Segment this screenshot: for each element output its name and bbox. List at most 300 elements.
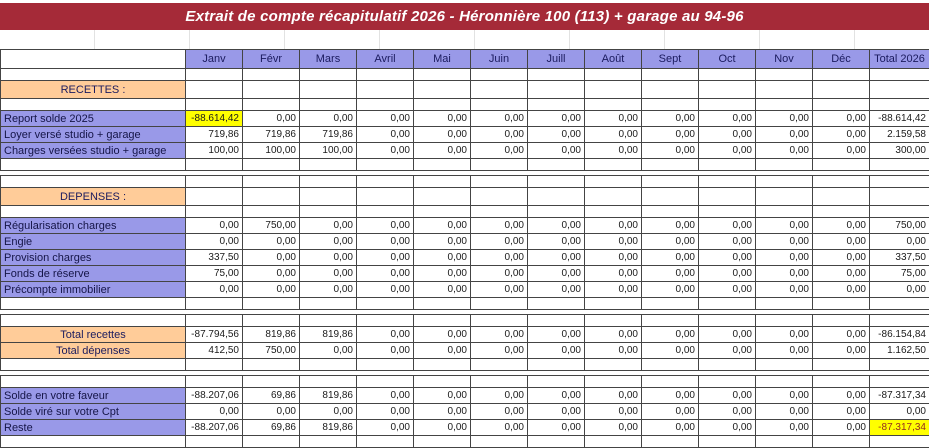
- cell-engie-avril: 0,00: [357, 234, 414, 250]
- empty-cell: [870, 81, 929, 99]
- empty-cell: [471, 99, 528, 111]
- empty-cell: [870, 315, 929, 327]
- empty-cell: [585, 176, 642, 188]
- cell-solde-vire-sur-votre-cpt-fevr: 0,00: [243, 404, 300, 420]
- empty-cell: [300, 315, 357, 327]
- empty-cell: [585, 315, 642, 327]
- cell-engie-mai: 0,00: [414, 234, 471, 250]
- cell-solde-vire-sur-votre-cpt-sept: 0,00: [642, 404, 699, 420]
- empty-cell: [870, 69, 929, 81]
- cell-charges-versees-studio-garage-mai: 0,00: [414, 143, 471, 159]
- row-label-fonds-de-reserve: Fonds de réserve: [1, 266, 186, 282]
- cell-charges-versees-studio-garage-oct: 0,00: [699, 143, 756, 159]
- cell-fonds-de-reserve-sept: 0,00: [642, 266, 699, 282]
- cell-precompte-immobilier-juin: 0,00: [471, 282, 528, 298]
- cell-provision-charges-dec: 0,00: [813, 250, 870, 266]
- page-title: Extrait de compte récapitulatif 2026 - Héronnière 100 (113) + garage au 94-96: [185, 8, 743, 25]
- empty-cell: [471, 81, 528, 99]
- cell-report-solde-2025-total-2026: -88.614,42: [870, 111, 929, 127]
- row-solde-en-votre-faveur: [1, 388, 929, 404]
- cell-provision-charges-fevr: 0,00: [243, 250, 300, 266]
- cell-fonds-de-reserve-dec: 0,00: [813, 266, 870, 282]
- cell-total-recettes-avril: 0,00: [357, 327, 414, 343]
- empty-cell: [699, 436, 756, 448]
- cell-loyer-verse-studio-garage-janv: 719,86: [186, 127, 243, 143]
- cell-solde-en-votre-faveur-fevr: 69,86: [243, 388, 300, 404]
- cell-solde-vire-sur-votre-cpt-avril: 0,00: [357, 404, 414, 420]
- cell-regularisation-charges-sept: 0,00: [642, 218, 699, 234]
- row-label-total-depenses: Total dépenses: [1, 343, 186, 359]
- cell-loyer-verse-studio-garage-sept: 0,00: [642, 127, 699, 143]
- cell-charges-versees-studio-garage-dec: 0,00: [813, 143, 870, 159]
- cell-loyer-verse-studio-garage-nov: 0,00: [756, 127, 813, 143]
- empty-cell: [414, 376, 471, 388]
- cell-total-depenses-sept: 0,00: [642, 343, 699, 359]
- empty-cell: [471, 298, 528, 310]
- empty-cell: [642, 206, 699, 218]
- empty-cell: [528, 81, 585, 99]
- cell-fonds-de-reserve-juill: 0,00: [528, 266, 585, 282]
- cell-charges-versees-studio-garage-fevr: 100,00: [243, 143, 300, 159]
- column-header-aout: Août: [585, 50, 642, 69]
- row-blank: [1, 315, 929, 327]
- cell-total-recettes-janv: -87.794,56: [186, 327, 243, 343]
- cell-provision-charges-sept: 0,00: [642, 250, 699, 266]
- cell-engie-dec: 0,00: [813, 234, 870, 250]
- column-header-row: [1, 50, 929, 69]
- empty-cell: [357, 159, 414, 171]
- row-loyer-verse-studio-garage: [1, 127, 929, 143]
- cell-provision-charges-avril: 0,00: [357, 250, 414, 266]
- empty-cell: [642, 176, 699, 188]
- empty-cell: [471, 69, 528, 81]
- empty-cell: [585, 188, 642, 206]
- empty-cell: [186, 188, 243, 206]
- cell-regularisation-charges-nov: 0,00: [756, 218, 813, 234]
- cell-loyer-verse-studio-garage-total-2026: 2.159,58: [870, 127, 929, 143]
- cell-precompte-immobilier-dec: 0,00: [813, 282, 870, 298]
- empty-cell: [243, 99, 300, 111]
- empty-label-cell: [1, 206, 186, 218]
- cell-solde-en-votre-faveur-juin: 0,00: [471, 388, 528, 404]
- cell-engie-aout: 0,00: [585, 234, 642, 250]
- empty-cell: [813, 315, 870, 327]
- cell-engie-janv: 0,00: [186, 234, 243, 250]
- cell-fonds-de-reserve-avril: 0,00: [357, 266, 414, 282]
- empty-cell: [585, 436, 642, 448]
- cell-provision-charges-juill: 0,00: [528, 250, 585, 266]
- empty-cell: [756, 188, 813, 206]
- cell-charges-versees-studio-garage-sept: 0,00: [642, 143, 699, 159]
- cell-total-recettes-total-2026: -86.154,84: [870, 327, 929, 343]
- cell-regularisation-charges-juin: 0,00: [471, 218, 528, 234]
- empty-cell: [471, 188, 528, 206]
- row-label-precompte-immobilier: Précompte immobilier: [1, 282, 186, 298]
- cell-fonds-de-reserve-mars: 0,00: [300, 266, 357, 282]
- empty-cell: [300, 436, 357, 448]
- cell-total-depenses-dec: 0,00: [813, 343, 870, 359]
- empty-cell: [756, 315, 813, 327]
- empty-cell: [699, 376, 756, 388]
- cell-total-recettes-dec: 0,00: [813, 327, 870, 343]
- empty-cell: [243, 188, 300, 206]
- row-solde-vire-sur-votre-cpt: [1, 404, 929, 420]
- empty-cell: [870, 188, 929, 206]
- cell-total-depenses-juin: 0,00: [471, 343, 528, 359]
- cell-total-depenses-mars: 0,00: [300, 343, 357, 359]
- cell-provision-charges-juin: 0,00: [471, 250, 528, 266]
- empty-cell: [813, 188, 870, 206]
- empty-cell: [870, 206, 929, 218]
- cell-solde-vire-sur-votre-cpt-oct: 0,00: [699, 404, 756, 420]
- cell-loyer-verse-studio-garage-mars: 719,86: [300, 127, 357, 143]
- empty-cell: [870, 159, 929, 171]
- empty-cell: [414, 176, 471, 188]
- empty-cell: [585, 376, 642, 388]
- cell-provision-charges-mai: 0,00: [414, 250, 471, 266]
- cell-solde-vire-sur-votre-cpt-nov: 0,00: [756, 404, 813, 420]
- row-blank: [1, 436, 929, 448]
- cell-precompte-immobilier-total-2026: 0,00: [870, 282, 929, 298]
- empty-cell: [528, 315, 585, 327]
- empty-cell: [642, 99, 699, 111]
- empty-cell: [813, 81, 870, 99]
- cell-loyer-verse-studio-garage-mai: 0,00: [414, 127, 471, 143]
- cell-report-solde-2025-juin: 0,00: [471, 111, 528, 127]
- cell-provision-charges-nov: 0,00: [756, 250, 813, 266]
- row-label-report-solde-2025: Report solde 2025: [1, 111, 186, 127]
- cell-solde-vire-sur-votre-cpt-dec: 0,00: [813, 404, 870, 420]
- cell-provision-charges-mars: 0,00: [300, 250, 357, 266]
- empty-cell: [414, 188, 471, 206]
- empty-cell: [870, 376, 929, 388]
- empty-cell: [642, 315, 699, 327]
- empty-cell: [357, 69, 414, 81]
- empty-cell: [585, 298, 642, 310]
- empty-cell: [243, 206, 300, 218]
- empty-cell: [756, 176, 813, 188]
- cell-reste-mars: 819,86: [300, 420, 357, 436]
- cell-solde-en-votre-faveur-juill: 0,00: [528, 388, 585, 404]
- cell-solde-vire-sur-votre-cpt-juin: 0,00: [471, 404, 528, 420]
- empty-cell: [243, 436, 300, 448]
- cell-precompte-immobilier-fevr: 0,00: [243, 282, 300, 298]
- empty-cell: [813, 376, 870, 388]
- empty-cell: [699, 159, 756, 171]
- cell-reste-total-2026: -87.317,34: [870, 420, 929, 436]
- row-precompte-immobilier: [1, 282, 929, 298]
- cell-report-solde-2025-janv: -88.614,42: [186, 111, 243, 127]
- empty-cell: [243, 69, 300, 81]
- empty-cell: [870, 176, 929, 188]
- cell-charges-versees-studio-garage-mars: 100,00: [300, 143, 357, 159]
- empty-cell: [243, 376, 300, 388]
- row-report-solde-2025: [1, 111, 929, 127]
- cell-charges-versees-studio-garage-juin: 0,00: [471, 143, 528, 159]
- empty-cell: [528, 206, 585, 218]
- empty-cell: [870, 99, 929, 111]
- cell-solde-en-votre-faveur-mai: 0,00: [414, 388, 471, 404]
- column-header-mai: Mai: [414, 50, 471, 69]
- cell-solde-en-votre-faveur-janv: -88.207,06: [186, 388, 243, 404]
- row-blank: [1, 359, 929, 371]
- cell-fonds-de-reserve-mai: 0,00: [414, 266, 471, 282]
- cell-fonds-de-reserve-total-2026: 75,00: [870, 266, 929, 282]
- top-gap: [0, 30, 929, 49]
- cell-precompte-immobilier-juill: 0,00: [528, 282, 585, 298]
- cell-solde-vire-sur-votre-cpt-total-2026: 0,00: [870, 404, 929, 420]
- cell-report-solde-2025-juill: 0,00: [528, 111, 585, 127]
- cell-solde-en-votre-faveur-dec: 0,00: [813, 388, 870, 404]
- cell-total-depenses-mai: 0,00: [414, 343, 471, 359]
- empty-cell: [756, 298, 813, 310]
- cell-report-solde-2025-mai: 0,00: [414, 111, 471, 127]
- empty-cell: [642, 159, 699, 171]
- empty-cell: [813, 206, 870, 218]
- cell-charges-versees-studio-garage-juill: 0,00: [528, 143, 585, 159]
- row-label-reste: Reste: [1, 420, 186, 436]
- empty-cell: [414, 359, 471, 371]
- empty-label-cell: [1, 376, 186, 388]
- empty-cell: [585, 206, 642, 218]
- cell-loyer-verse-studio-garage-avril: 0,00: [357, 127, 414, 143]
- cell-total-recettes-juin: 0,00: [471, 327, 528, 343]
- empty-cell: [357, 81, 414, 99]
- empty-cell: [756, 159, 813, 171]
- cell-loyer-verse-studio-garage-oct: 0,00: [699, 127, 756, 143]
- empty-label-cell: [1, 436, 186, 448]
- cell-total-recettes-oct: 0,00: [699, 327, 756, 343]
- column-header-oct: Oct: [699, 50, 756, 69]
- empty-cell: [528, 436, 585, 448]
- empty-cell: [756, 359, 813, 371]
- column-header-fevr: Févr: [243, 50, 300, 69]
- cell-engie-juill: 0,00: [528, 234, 585, 250]
- empty-cell: [870, 436, 929, 448]
- cell-reste-nov: 0,00: [756, 420, 813, 436]
- cell-total-depenses-total-2026: 1.162,50: [870, 343, 929, 359]
- row-fonds-de-reserve: [1, 266, 929, 282]
- empty-cell: [300, 376, 357, 388]
- empty-cell: [243, 298, 300, 310]
- cell-total-recettes-fevr: 819,86: [243, 327, 300, 343]
- empty-cell: [300, 99, 357, 111]
- row-reste: [1, 420, 929, 436]
- cell-total-recettes-sept: 0,00: [642, 327, 699, 343]
- empty-cell: [870, 359, 929, 371]
- empty-cell: [186, 436, 243, 448]
- cell-report-solde-2025-aout: 0,00: [585, 111, 642, 127]
- cell-precompte-immobilier-oct: 0,00: [699, 282, 756, 298]
- cell-precompte-immobilier-aout: 0,00: [585, 282, 642, 298]
- cell-regularisation-charges-mars: 0,00: [300, 218, 357, 234]
- row-blank: [1, 376, 929, 388]
- cell-fonds-de-reserve-nov: 0,00: [756, 266, 813, 282]
- empty-cell: [699, 206, 756, 218]
- cell-total-recettes-mai: 0,00: [414, 327, 471, 343]
- empty-cell: [585, 359, 642, 371]
- cell-fonds-de-reserve-oct: 0,00: [699, 266, 756, 282]
- empty-cell: [186, 206, 243, 218]
- empty-cell: [300, 81, 357, 99]
- row-blank: [1, 69, 929, 81]
- empty-cell: [528, 159, 585, 171]
- cell-loyer-verse-studio-garage-dec: 0,00: [813, 127, 870, 143]
- cell-report-solde-2025-dec: 0,00: [813, 111, 870, 127]
- empty-cell: [471, 376, 528, 388]
- row-engie: [1, 234, 929, 250]
- empty-cell: [699, 359, 756, 371]
- empty-cell: [357, 359, 414, 371]
- cell-regularisation-charges-dec: 0,00: [813, 218, 870, 234]
- cell-fonds-de-reserve-janv: 75,00: [186, 266, 243, 282]
- cell-regularisation-charges-juill: 0,00: [528, 218, 585, 234]
- row-label-provision-charges: Provision charges: [1, 250, 186, 266]
- empty-cell: [243, 176, 300, 188]
- cell-precompte-immobilier-nov: 0,00: [756, 282, 813, 298]
- cell-reste-oct: 0,00: [699, 420, 756, 436]
- column-header-juin: Juin: [471, 50, 528, 69]
- empty-cell: [300, 69, 357, 81]
- empty-cell: [414, 436, 471, 448]
- empty-cell: [414, 99, 471, 111]
- row-label-solde-vire-sur-votre-cpt: Solde viré sur votre Cpt: [1, 404, 186, 420]
- header-corner-cell: [1, 50, 186, 69]
- empty-cell: [186, 99, 243, 111]
- empty-cell: [756, 69, 813, 81]
- cell-report-solde-2025-fevr: 0,00: [243, 111, 300, 127]
- empty-cell: [414, 206, 471, 218]
- empty-cell: [357, 176, 414, 188]
- empty-cell: [585, 69, 642, 81]
- cell-charges-versees-studio-garage-aout: 0,00: [585, 143, 642, 159]
- empty-cell: [528, 188, 585, 206]
- row-label-regularisation-charges: Régularisation charges: [1, 218, 186, 234]
- empty-cell: [756, 206, 813, 218]
- empty-cell: [471, 359, 528, 371]
- empty-cell: [528, 69, 585, 81]
- empty-cell: [813, 99, 870, 111]
- empty-label-cell: [1, 359, 186, 371]
- empty-cell: [471, 436, 528, 448]
- empty-cell: [699, 81, 756, 99]
- section-label-depenses: DEPENSES :: [1, 188, 186, 206]
- empty-cell: [813, 359, 870, 371]
- cell-solde-vire-sur-votre-cpt-juill: 0,00: [528, 404, 585, 420]
- cell-fonds-de-reserve-fevr: 0,00: [243, 266, 300, 282]
- empty-cell: [756, 436, 813, 448]
- cell-engie-sept: 0,00: [642, 234, 699, 250]
- empty-cell: [642, 376, 699, 388]
- cell-provision-charges-oct: 0,00: [699, 250, 756, 266]
- empty-cell: [471, 159, 528, 171]
- empty-cell: [243, 159, 300, 171]
- empty-label-cell: [1, 99, 186, 111]
- empty-cell: [357, 376, 414, 388]
- empty-cell: [585, 99, 642, 111]
- cell-regularisation-charges-avril: 0,00: [357, 218, 414, 234]
- empty-cell: [186, 81, 243, 99]
- row-blank: [1, 99, 929, 111]
- cell-charges-versees-studio-garage-nov: 0,00: [756, 143, 813, 159]
- row-provision-charges: [1, 250, 929, 266]
- empty-cell: [699, 69, 756, 81]
- cell-precompte-immobilier-avril: 0,00: [357, 282, 414, 298]
- cell-report-solde-2025-nov: 0,00: [756, 111, 813, 127]
- cell-solde-en-votre-faveur-avril: 0,00: [357, 388, 414, 404]
- column-header-juill: Juill: [528, 50, 585, 69]
- empty-cell: [357, 188, 414, 206]
- empty-cell: [699, 176, 756, 188]
- empty-cell: [414, 69, 471, 81]
- empty-cell: [357, 298, 414, 310]
- cell-reste-aout: 0,00: [585, 420, 642, 436]
- cell-provision-charges-total-2026: 337,50: [870, 250, 929, 266]
- empty-cell: [642, 188, 699, 206]
- empty-cell: [243, 359, 300, 371]
- cell-total-recettes-mars: 819,86: [300, 327, 357, 343]
- cell-total-depenses-aout: 0,00: [585, 343, 642, 359]
- account-table: [0, 49, 929, 448]
- cell-report-solde-2025-sept: 0,00: [642, 111, 699, 127]
- empty-cell: [471, 315, 528, 327]
- empty-cell: [756, 376, 813, 388]
- empty-cell: [699, 315, 756, 327]
- empty-cell: [528, 359, 585, 371]
- row-label-charges-versees-studio-garage: Charges versées studio + garage: [1, 143, 186, 159]
- empty-label-cell: [1, 69, 186, 81]
- row-blank: [1, 298, 929, 310]
- row-regularisation-charges: [1, 218, 929, 234]
- cell-loyer-verse-studio-garage-aout: 0,00: [585, 127, 642, 143]
- cell-solde-vire-sur-votre-cpt-janv: 0,00: [186, 404, 243, 420]
- empty-cell: [186, 298, 243, 310]
- cell-regularisation-charges-total-2026: 750,00: [870, 218, 929, 234]
- empty-cell: [357, 436, 414, 448]
- cell-total-recettes-aout: 0,00: [585, 327, 642, 343]
- cell-charges-versees-studio-garage-avril: 0,00: [357, 143, 414, 159]
- empty-cell: [186, 176, 243, 188]
- cell-total-depenses-fevr: 750,00: [243, 343, 300, 359]
- empty-cell: [186, 69, 243, 81]
- empty-label-cell: [1, 315, 186, 327]
- empty-cell: [528, 376, 585, 388]
- cell-total-recettes-nov: 0,00: [756, 327, 813, 343]
- empty-cell: [300, 159, 357, 171]
- cell-fonds-de-reserve-juin: 0,00: [471, 266, 528, 282]
- row-total-depenses: [1, 343, 929, 359]
- cell-provision-charges-aout: 0,00: [585, 250, 642, 266]
- cell-reste-sept: 0,00: [642, 420, 699, 436]
- column-header-avril: Avril: [357, 50, 414, 69]
- cell-engie-oct: 0,00: [699, 234, 756, 250]
- empty-cell: [243, 81, 300, 99]
- cell-reste-janv: -88.207,06: [186, 420, 243, 436]
- empty-cell: [699, 298, 756, 310]
- empty-cell: [186, 376, 243, 388]
- empty-cell: [300, 298, 357, 310]
- cell-engie-total-2026: 0,00: [870, 234, 929, 250]
- empty-cell: [357, 99, 414, 111]
- cell-report-solde-2025-avril: 0,00: [357, 111, 414, 127]
- cell-reste-dec: 0,00: [813, 420, 870, 436]
- cell-engie-fevr: 0,00: [243, 234, 300, 250]
- cell-reste-juill: 0,00: [528, 420, 585, 436]
- cell-precompte-immobilier-mai: 0,00: [414, 282, 471, 298]
- empty-cell: [585, 159, 642, 171]
- empty-cell: [300, 176, 357, 188]
- cell-regularisation-charges-mai: 0,00: [414, 218, 471, 234]
